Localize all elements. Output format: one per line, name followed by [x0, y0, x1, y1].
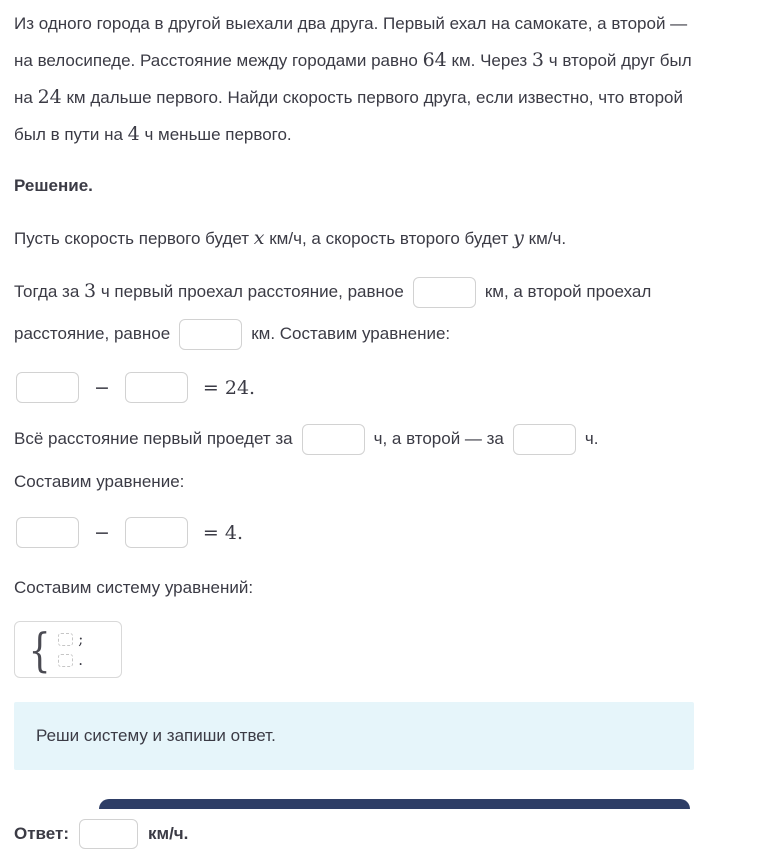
info-text: Реши систему и запиши ответ.: [36, 726, 276, 745]
system-rows: [58, 630, 83, 669]
math-var-x: x: [253, 227, 265, 249]
answer-input[interactable]: [79, 819, 138, 849]
math-value-64: 64: [422, 49, 447, 71]
eq2-left-input[interactable]: [16, 517, 79, 548]
semicolon: ;: [78, 629, 84, 648]
eq1-right-side: = 24.: [202, 376, 256, 399]
problem-text: км. Через: [446, 51, 532, 70]
second-distance-input[interactable]: [179, 319, 242, 350]
answer-row: [14, 819, 698, 849]
eq1-left-input[interactable]: [16, 372, 79, 403]
minus-sign: −: [94, 521, 110, 544]
assumption-text: Пусть скорость первого будет: [14, 229, 254, 248]
solution-heading: Решение.: [14, 176, 93, 195]
solution-step2: [14, 418, 698, 460]
problem-text: Из одного города в другой выехали два друга. Первый ехал на самокате, а второй — на велосипеде. Расстояние между городами равно: [14, 14, 688, 70]
step2-text: ч.: [584, 429, 599, 448]
eq1-right-input[interactable]: [125, 372, 188, 403]
problem-text: ч второй друг был на: [14, 51, 692, 107]
problem-statement: [14, 6, 698, 153]
math-value-3: 3: [84, 280, 97, 302]
info-banner: [14, 702, 694, 770]
system-equation-1-input[interactable]: [58, 633, 73, 646]
system-of-equations-box: [14, 621, 122, 678]
system-equation-2-input[interactable]: [58, 654, 73, 667]
period: .: [78, 650, 84, 669]
solution-step1: [14, 270, 698, 355]
math-var-y: y: [513, 227, 524, 249]
solution-step2-heading: Составим уравнение:: [14, 472, 185, 491]
problem-text: км дальше первого. Найди скорость первого друга, если известно, что второй был в пути на: [14, 88, 683, 144]
step1-text: км. Составим уравнение:: [251, 324, 451, 343]
second-total-time-input[interactable]: [513, 424, 576, 455]
system-row-1: [58, 630, 83, 648]
first-distance-input[interactable]: [413, 277, 476, 308]
answer-label: Ответ:: [14, 824, 69, 843]
math-value-3: 3: [531, 49, 545, 71]
math-value-24: 24: [37, 86, 62, 108]
step1-text: ч первый проехал расстояние, равное: [96, 282, 404, 301]
step1-text: км, а второй проехал расстояние, равное: [14, 282, 652, 343]
eq2-right-input[interactable]: [125, 517, 188, 548]
assumption-line: [14, 220, 698, 257]
solution-step3: Составим систему уравнений:: [14, 578, 254, 597]
continue-button[interactable]: [99, 799, 690, 809]
answer-unit: км/ч.: [148, 824, 189, 843]
assumption-text: км/ч.: [523, 229, 567, 248]
equation-1: [16, 372, 698, 403]
problem-text: ч меньше первого.: [139, 125, 292, 144]
step2-text: Всё расстояние первый проедет за: [14, 429, 293, 448]
system-row-2: [58, 651, 83, 669]
math-value-4: 4: [127, 123, 140, 145]
eq2-right-side: = 4.: [202, 521, 244, 544]
step1-text: Тогда за: [14, 282, 85, 301]
minus-sign: −: [94, 376, 110, 399]
equation-2: [16, 517, 698, 548]
curly-brace: {: [28, 622, 51, 677]
first-total-time-input[interactable]: [302, 424, 365, 455]
step2-text: ч, а второй — за: [373, 429, 504, 448]
assumption-text: км/ч, а скорость второго будет: [264, 229, 514, 248]
